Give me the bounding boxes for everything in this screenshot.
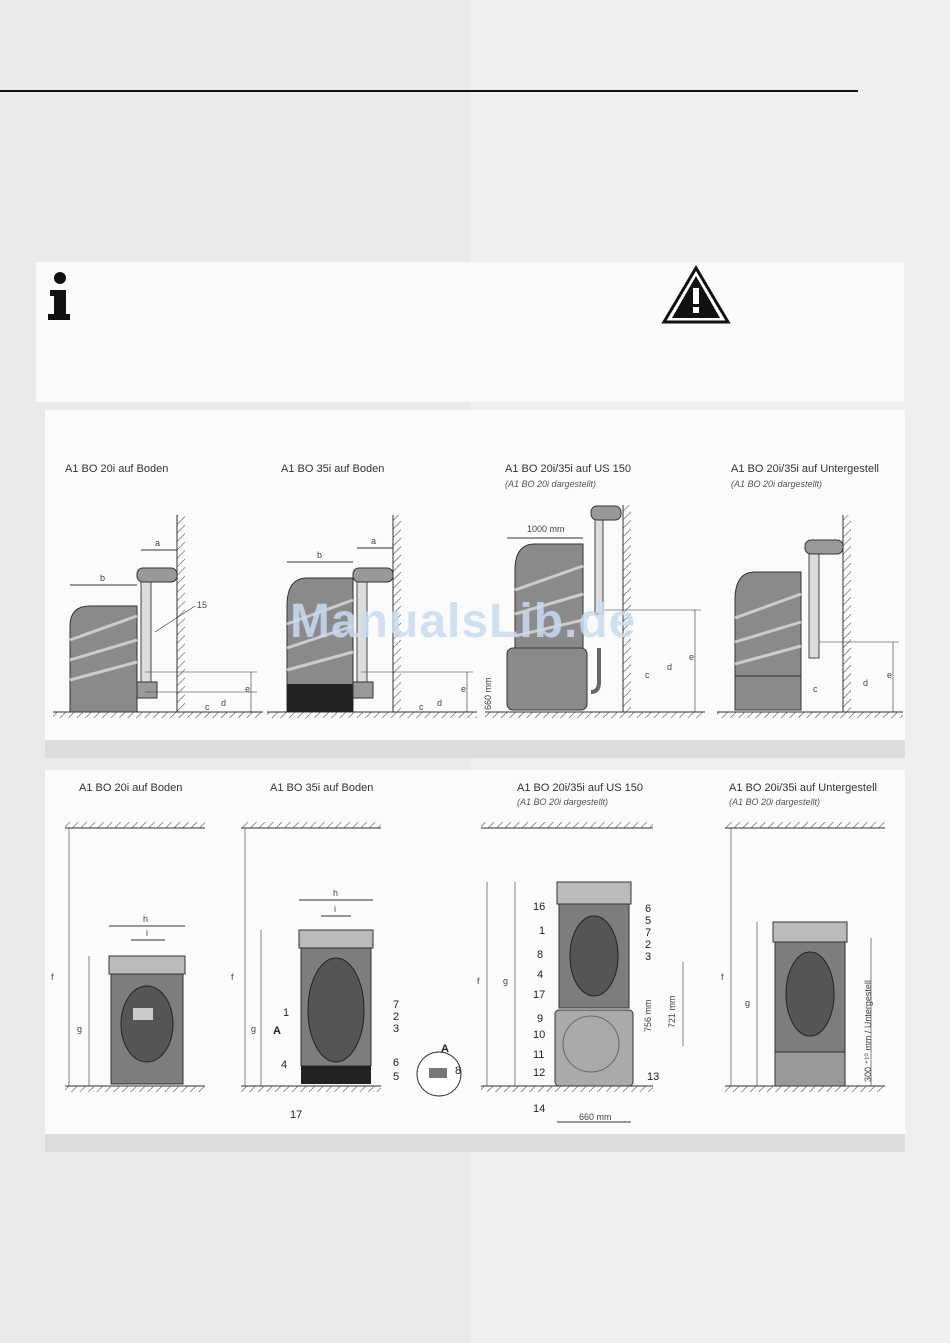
boiler-front-1 [51,828,185,1086]
panel4-title: A1 BO 20i/35i auf Untergestell [731,463,879,475]
callout-8-b: 8 [537,949,544,961]
callout-A-detail: A [441,1043,449,1055]
panel6-title: A1 BO 35i auf Boden [270,782,374,794]
dim-g-3: g [503,976,509,986]
figure2-caption-bar [45,1134,905,1152]
callout-17-a: 17 [290,1109,303,1121]
dim-a-1: a [155,538,161,548]
header-rule [0,90,858,92]
figure1-caption-bar [45,740,905,758]
info-icon [48,272,70,320]
notice-icons [36,262,904,402]
callout-2-a: 2 [393,1011,400,1023]
front-view-drawing [45,770,905,1134]
figure-side-views [45,410,905,740]
dim-f-2: f [231,972,234,982]
callout-5-a: 5 [393,1071,400,1083]
callout-A: A [273,1025,281,1037]
dim-g-1: g [77,1024,83,1034]
callout-5-b: 5 [645,915,652,927]
dim-c-2: c [419,702,424,712]
callout-2-b: 2 [645,939,652,951]
dim-f-3: f [477,976,480,986]
panel3-subtitle: (A1 BO 20i dargestellt) [505,479,597,489]
dim-c-3: c [645,670,650,680]
callout-1-a: 1 [283,1007,290,1019]
dim-g-4: g [745,998,751,1008]
dim-660: 660 mm [483,677,493,710]
callout-11: 11 [533,1049,545,1061]
callout-8-a: 8 [455,1065,462,1077]
panel7-subtitle: (A1 BO 20i dargestellt) [517,797,609,807]
warning-icon [664,268,728,322]
label-15: 15 [197,600,208,610]
dim-i-2: i [334,904,336,914]
dim-e-4: e [887,670,893,680]
boiler-front-4 [721,828,873,1086]
callout-4-a: 4 [281,1059,288,1071]
notice-box [36,262,904,402]
panel2-title: A1 BO 35i auf Boden [281,463,385,475]
dim-h-1: h [143,914,149,924]
dim-c-1: c [205,702,210,712]
dim-721: 721 mm [667,995,677,1028]
callout-10: 10 [533,1029,546,1041]
callout-1-b: 1 [539,925,546,937]
dim-d-1: d [221,698,227,708]
dim-c-4: c [813,684,818,694]
dim-756: 756 mm [643,999,653,1032]
dim-f-4: f [721,972,724,982]
boiler-side-4 [735,540,899,712]
callout-7-b: 7 [645,927,652,939]
figure-front-views [45,770,905,1134]
dim-b-1: b [100,573,106,583]
dim-e-1: e [245,684,251,694]
panel3-title: A1 BO 20i/35i auf US 150 [505,463,631,475]
dim-e-3: e [689,652,695,662]
dim-i-1: i [146,928,148,938]
dim-300: 300 ⁺¹⁰ mm / Untergestell [863,980,873,1082]
callout-6-b: 6 [645,903,652,915]
callout-12: 12 [533,1067,546,1079]
boiler-front-2 [231,828,461,1121]
callout-3-b: 3 [645,951,652,963]
dim-e-2: e [461,684,467,694]
dim-h-2: h [333,888,339,898]
callout-16: 16 [533,901,546,913]
side-view-drawing [45,410,905,740]
dim-a-2: a [371,536,377,546]
callout-9: 9 [537,1013,544,1025]
dim-d-2: d [437,698,443,708]
dim-b-2: b [317,550,323,560]
boiler-side-1 [70,538,257,712]
callout-13: 13 [647,1071,660,1083]
panel4-subtitle: (A1 BO 20i dargestellt) [731,479,823,489]
dim-d-4: d [863,678,869,688]
callout-3-a: 3 [393,1023,400,1035]
dim-f-1: f [51,972,54,982]
watermark: ManualsLib.de [290,595,637,648]
callout-4-b: 4 [537,969,544,981]
callout-7-a: 7 [393,999,400,1011]
panel8-title: A1 BO 20i/35i auf Untergestell [729,782,877,794]
panel8-subtitle: (A1 BO 20i dargestellt) [729,797,821,807]
panel1-title: A1 BO 20i auf Boden [65,463,169,475]
dim-1000: 1000 mm [527,524,565,534]
dim-d-3: d [667,662,673,672]
panel5-title: A1 BO 20i auf Boden [79,782,183,794]
callout-6-a: 6 [393,1057,400,1069]
callout-14: 14 [533,1103,546,1115]
callout-17-b: 17 [533,989,546,1001]
dim-g-2: g [251,1024,257,1034]
panel7-title: A1 BO 20i/35i auf US 150 [517,782,643,794]
dim-660-front: 660 mm [579,1112,612,1122]
